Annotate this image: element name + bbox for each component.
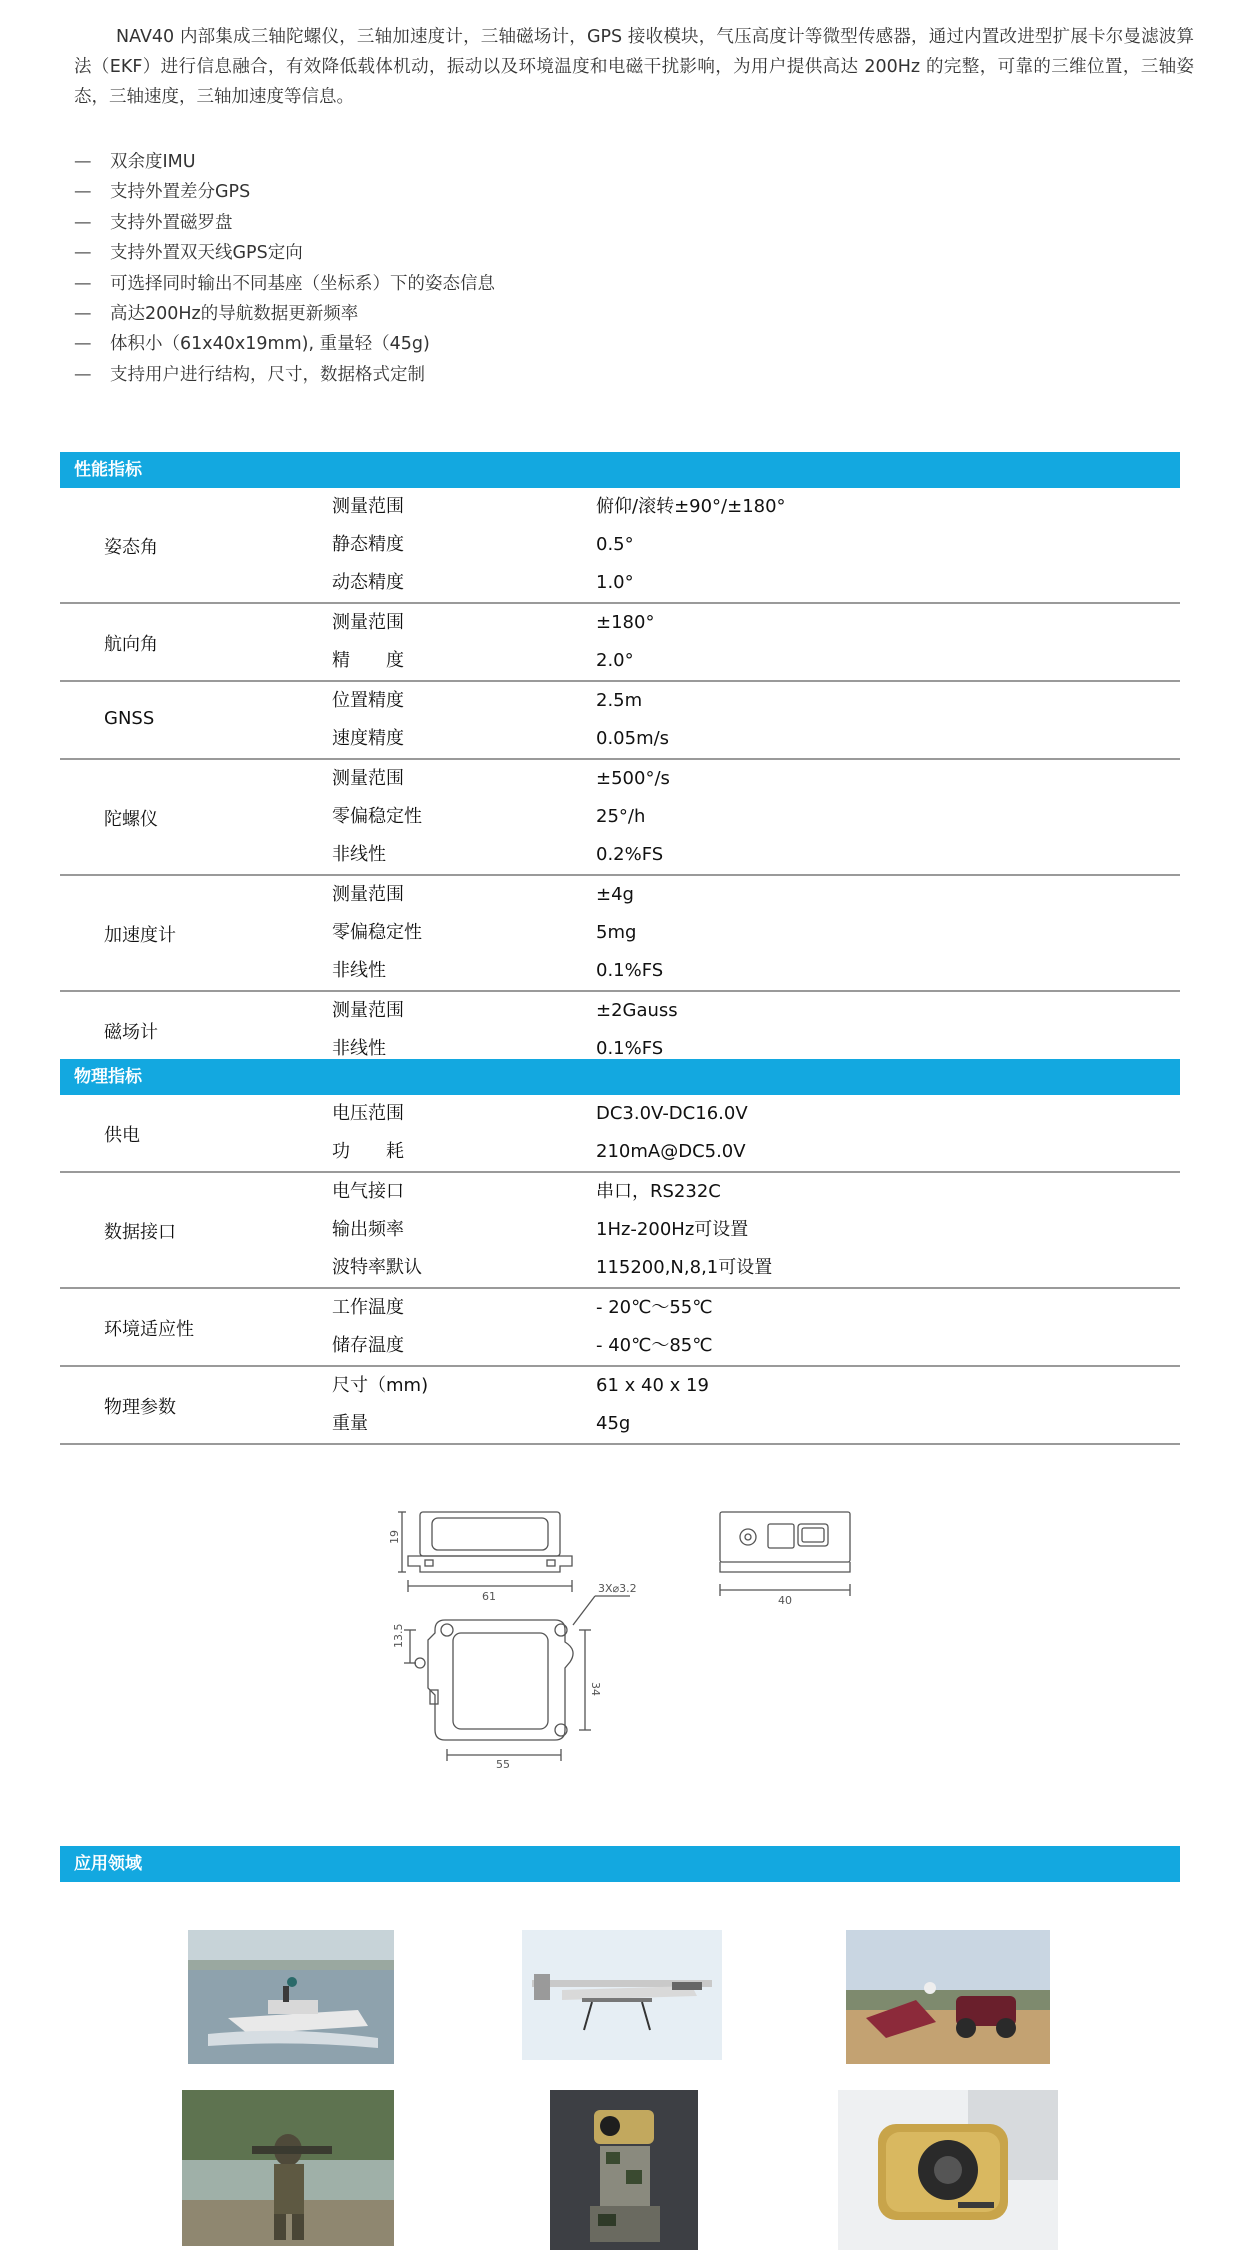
- feature-item: [74, 360, 495, 390]
- side-view: [398, 1512, 572, 1592]
- spec-row: [60, 1249, 1180, 1287]
- spec-value: 2.0°: [596, 650, 634, 671]
- spec-param: 静态精度: [332, 534, 404, 555]
- spec-group: [60, 876, 1180, 992]
- spec-row: [60, 1327, 1180, 1365]
- dash-marker: —: [74, 364, 92, 385]
- boat-image: [188, 1930, 394, 2064]
- feature-text: 支持外置磁罗盘: [110, 212, 233, 233]
- feature-item: [74, 147, 495, 177]
- spec-param: 输出频率: [332, 1219, 404, 1240]
- feature-item: [74, 208, 495, 238]
- spec-param: 电气接口: [332, 1181, 404, 1202]
- soldier-image: [182, 2090, 394, 2246]
- feature-item: [74, 238, 495, 268]
- section-header-physical: 物理指标: [60, 1059, 1180, 1095]
- spec-param: 波特率默认: [332, 1257, 422, 1278]
- spec-row: [60, 914, 1180, 952]
- spec-param: 精 度: [332, 650, 404, 671]
- spec-param: 测量范围: [332, 884, 404, 905]
- dimension-drawing: [390, 1500, 880, 1810]
- spec-row: [60, 876, 1180, 914]
- spec-value: 1.0°: [596, 572, 634, 593]
- intro-text: NAV40 内部集成三轴陀螺仪，三轴加速度计，三轴磁场计，GPS 接收模块，气压高度计等微型传感器，通过内置改进型扩展卡尔曼滤波算法（EKF）进行信息融合，有效降低载体机动，振动以及环境温度和电磁干扰影响，为用户提供高达 200Hz 的完整，可靠的三维位置，三轴姿态，三轴速度，三轴加速度等信息。: [74, 27, 1194, 107]
- dim-length-label: 61: [482, 1590, 496, 1603]
- gimbal-image: [550, 2090, 698, 2250]
- spec-group: [60, 682, 1180, 760]
- spec-row: [60, 1173, 1180, 1211]
- spec-value: ±4g: [596, 884, 634, 905]
- spec-row: [60, 1133, 1180, 1171]
- spec-row: [60, 1367, 1180, 1405]
- top-view: [404, 1596, 630, 1761]
- spec-group: [60, 760, 1180, 876]
- spec-group: [60, 1289, 1180, 1367]
- spec-value: 115200,N,8,1可设置: [596, 1257, 773, 1278]
- spec-row: [60, 1289, 1180, 1327]
- boat-illustration: [188, 1930, 394, 2064]
- feature-item: [74, 329, 495, 359]
- dim-offset-label: 13.5: [392, 1623, 405, 1648]
- spec-group-name: GNSS: [104, 708, 155, 729]
- spec-value: - 40℃～85℃: [596, 1335, 713, 1356]
- spec-param: 测量范围: [332, 1000, 404, 1021]
- spec-group-name: 物理参数: [104, 1397, 176, 1418]
- section-header-applications: 应用领域: [60, 1846, 1180, 1882]
- dash-marker: —: [74, 334, 92, 355]
- spec-row: [60, 760, 1180, 798]
- spec-value: ±2Gauss: [596, 1000, 678, 1021]
- spec-group: [60, 1173, 1180, 1289]
- spec-row: [60, 1405, 1180, 1443]
- spec-param: 重量: [332, 1413, 368, 1434]
- spec-value: 5mg: [596, 922, 637, 943]
- spec-value: 45g: [596, 1413, 631, 1434]
- spec-row: [60, 798, 1180, 836]
- spec-row: [60, 720, 1180, 758]
- spec-value: ±180°: [596, 612, 655, 633]
- spec-row: [60, 836, 1180, 874]
- spec-group-name: 航向角: [104, 634, 158, 655]
- spec-group-name: 陀螺仪: [104, 809, 158, 830]
- spec-group: [60, 488, 1180, 604]
- spec-row: [60, 1095, 1180, 1133]
- device-illustration: [838, 2090, 1058, 2250]
- spec-param: 电压范围: [332, 1103, 404, 1124]
- spec-group-name: 磁场计: [104, 1022, 158, 1043]
- spec-row: [60, 642, 1180, 680]
- spec-group: [60, 604, 1180, 682]
- spec-param: 工作温度: [332, 1297, 404, 1318]
- spec-param: 非线性: [332, 1038, 386, 1059]
- spec-value: - 20℃～55℃: [596, 1297, 713, 1318]
- spec-param: 动态精度: [332, 572, 404, 593]
- spec-group-name: 环境适应性: [104, 1319, 194, 1340]
- dash-marker: —: [74, 152, 92, 172]
- spec-param: 位置精度: [332, 690, 404, 711]
- spec-param: 非线性: [332, 960, 386, 981]
- spec-row: [60, 992, 1180, 1030]
- spec-value: 0.5°: [596, 534, 634, 555]
- spec-value: 0.1%FS: [596, 1038, 664, 1059]
- spec-row: [60, 604, 1180, 642]
- dash-marker: —: [74, 243, 92, 264]
- spec-row: [60, 682, 1180, 720]
- soldier-illustration: [182, 2090, 394, 2246]
- feature-text: 支持用户进行结构，尺寸，数据格式定制: [110, 364, 425, 385]
- spec-param: 储存温度: [332, 1335, 404, 1356]
- spec-param: 非线性: [332, 844, 386, 865]
- dim-hole-label: 3X⌀3.2: [598, 1582, 637, 1595]
- spec-param: 测量范围: [332, 496, 404, 517]
- spec-param: 零偏稳定性: [332, 806, 422, 827]
- spec-param: 测量范围: [332, 768, 404, 789]
- spec-param: 速度精度: [332, 728, 404, 749]
- feature-text: 可选择同时输出不同基座（坐标系）下的姿态信息: [110, 273, 495, 294]
- feature-text: 支持外置差分GPS: [110, 182, 251, 203]
- spec-row: [60, 564, 1180, 602]
- feature-text: 双余度IMU: [110, 152, 196, 172]
- spec-value: 0.1%FS: [596, 960, 664, 981]
- spec-param: 测量范围: [332, 612, 404, 633]
- spec-group: [60, 1367, 1180, 1445]
- spec-group-name: 供电: [104, 1125, 140, 1146]
- section-header-performance: 性能指标: [60, 452, 1180, 488]
- spec-row: [60, 526, 1180, 564]
- spec-param: 功 耗: [332, 1141, 404, 1162]
- spec-group-name: 数据接口: [104, 1222, 176, 1243]
- spec-group: [60, 1095, 1180, 1173]
- ground-robot-illustration: [846, 1930, 1050, 2064]
- dim-inner-w-label: 55: [496, 1758, 510, 1771]
- uav-illustration: [522, 1930, 722, 2060]
- end-view: [720, 1512, 850, 1596]
- feature-text: 支持外置双天线GPS定向: [110, 243, 303, 264]
- dim-height-label: 19: [388, 1530, 401, 1544]
- feature-item: [74, 177, 495, 207]
- dim-width-label: 40: [778, 1594, 792, 1607]
- spec-value: 0.2%FS: [596, 844, 664, 865]
- spec-value: 61 x 40 x 19: [596, 1375, 709, 1396]
- spec-value: 串口，RS232C: [596, 1181, 721, 1202]
- spec-param: 尺寸（mm): [332, 1375, 429, 1396]
- uav-image: [522, 1930, 722, 2060]
- device-image: [838, 2090, 1058, 2250]
- spec-row: [60, 952, 1180, 990]
- spec-group-name: 加速度计: [104, 925, 176, 946]
- spec-value: 俯仰/滚转±90°/±180°: [596, 496, 786, 517]
- spec-value: 0.05m/s: [596, 728, 670, 749]
- dash-marker: —: [74, 182, 92, 203]
- spec-row: [60, 1211, 1180, 1249]
- spec-param: 零偏稳定性: [332, 922, 422, 943]
- spec-value: ±500°/s: [596, 768, 670, 789]
- feature-list: [74, 147, 495, 390]
- feature-text: 高达200Hz的导航数据更新频率: [110, 304, 359, 325]
- dash-marker: —: [74, 212, 92, 233]
- feature-item: [74, 299, 495, 329]
- dash-marker: —: [74, 304, 92, 325]
- gimbal-illustration: [550, 2090, 698, 2250]
- spec-value: DC3.0V-DC16.0V: [596, 1103, 748, 1124]
- dim-inner-h-label: 34: [589, 1682, 602, 1696]
- dash-marker: —: [74, 273, 92, 294]
- spec-value: 2.5m: [596, 690, 643, 711]
- feature-item: [74, 269, 495, 299]
- feature-text: 体积小（61x40x19mm), 重量轻（45g): [110, 334, 430, 355]
- spec-group-name: 姿态角: [104, 537, 158, 558]
- spec-value: 1Hz-200Hz可设置: [596, 1219, 749, 1240]
- intro-paragraph: [74, 22, 1194, 112]
- spec-row: [60, 488, 1180, 526]
- ground-robot-image: [846, 1930, 1050, 2064]
- spec-value: 210mA@DC5.0V: [596, 1141, 746, 1162]
- spec-value: 25°/h: [596, 806, 646, 827]
